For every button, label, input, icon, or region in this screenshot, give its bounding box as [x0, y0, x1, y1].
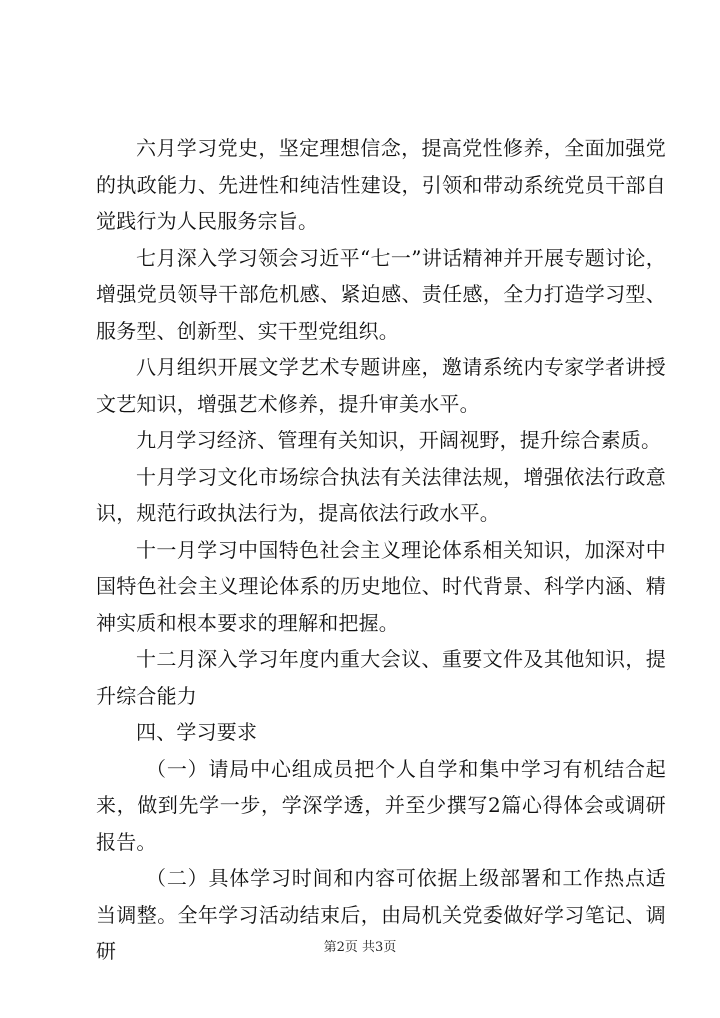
paragraph-november: 十一月学习中国特色社会主义理论体系相关知识，加深对中国特色社会主义理论体系的历史地位、时代背景、科学内涵、精神实质和根本要求的理解和把握。	[96, 537, 666, 635]
page-number-footer: 第2页 共3页	[323, 940, 397, 955]
paragraph-requirement-1: （一）请局中心组成员把个人自学和集中学习有机结合起来，做到先学一步，学深学透，并至少撰写2篇心得体会或调研报告。	[96, 756, 666, 854]
paragraph-september: 九月学习经济、管理有关知识，开阔视野，提升综合素质。	[136, 428, 662, 452]
paragraph-july: 七月深入学习领会习近平“七一”讲话精神并开展专题讨论，增强党员领导干部危机感、紧迫感、责任感，全力打造学习型、服务型、创新型、实干型党组织。	[96, 245, 666, 343]
paragraph-august: 八月组织开展文学艺术专题讲座，邀请系统内专家学者讲授文艺知识，增强艺术修养，提升审美水平。	[96, 355, 666, 416]
paragraph-october: 十月学习文化市场综合执法有关法律法规，增强依法行政意识，规范行政执法行为，提高依法行政水平。	[96, 464, 666, 525]
document-body	[96, 130, 666, 970]
paragraph-requirement-2: （二）具体学习时间和内容可依据上级部署和工作热点适当调整。全年学习活动结束后，由局机关党委做好学习笔记、调研	[96, 866, 666, 963]
paragraph-december: 十二月深入学习年度内重大会议、重要文件及其他知识，提升综合能力	[96, 647, 666, 708]
paragraph-june: 六月学习党史，坚定理想信念，提高党性修养，全面加强党的执政能力、先进性和纯洁性建设，引领和带动系统党员干部自觉践行为人民服务宗旨。	[96, 136, 666, 233]
section-heading-requirements: 四、学习要求	[136, 720, 258, 744]
